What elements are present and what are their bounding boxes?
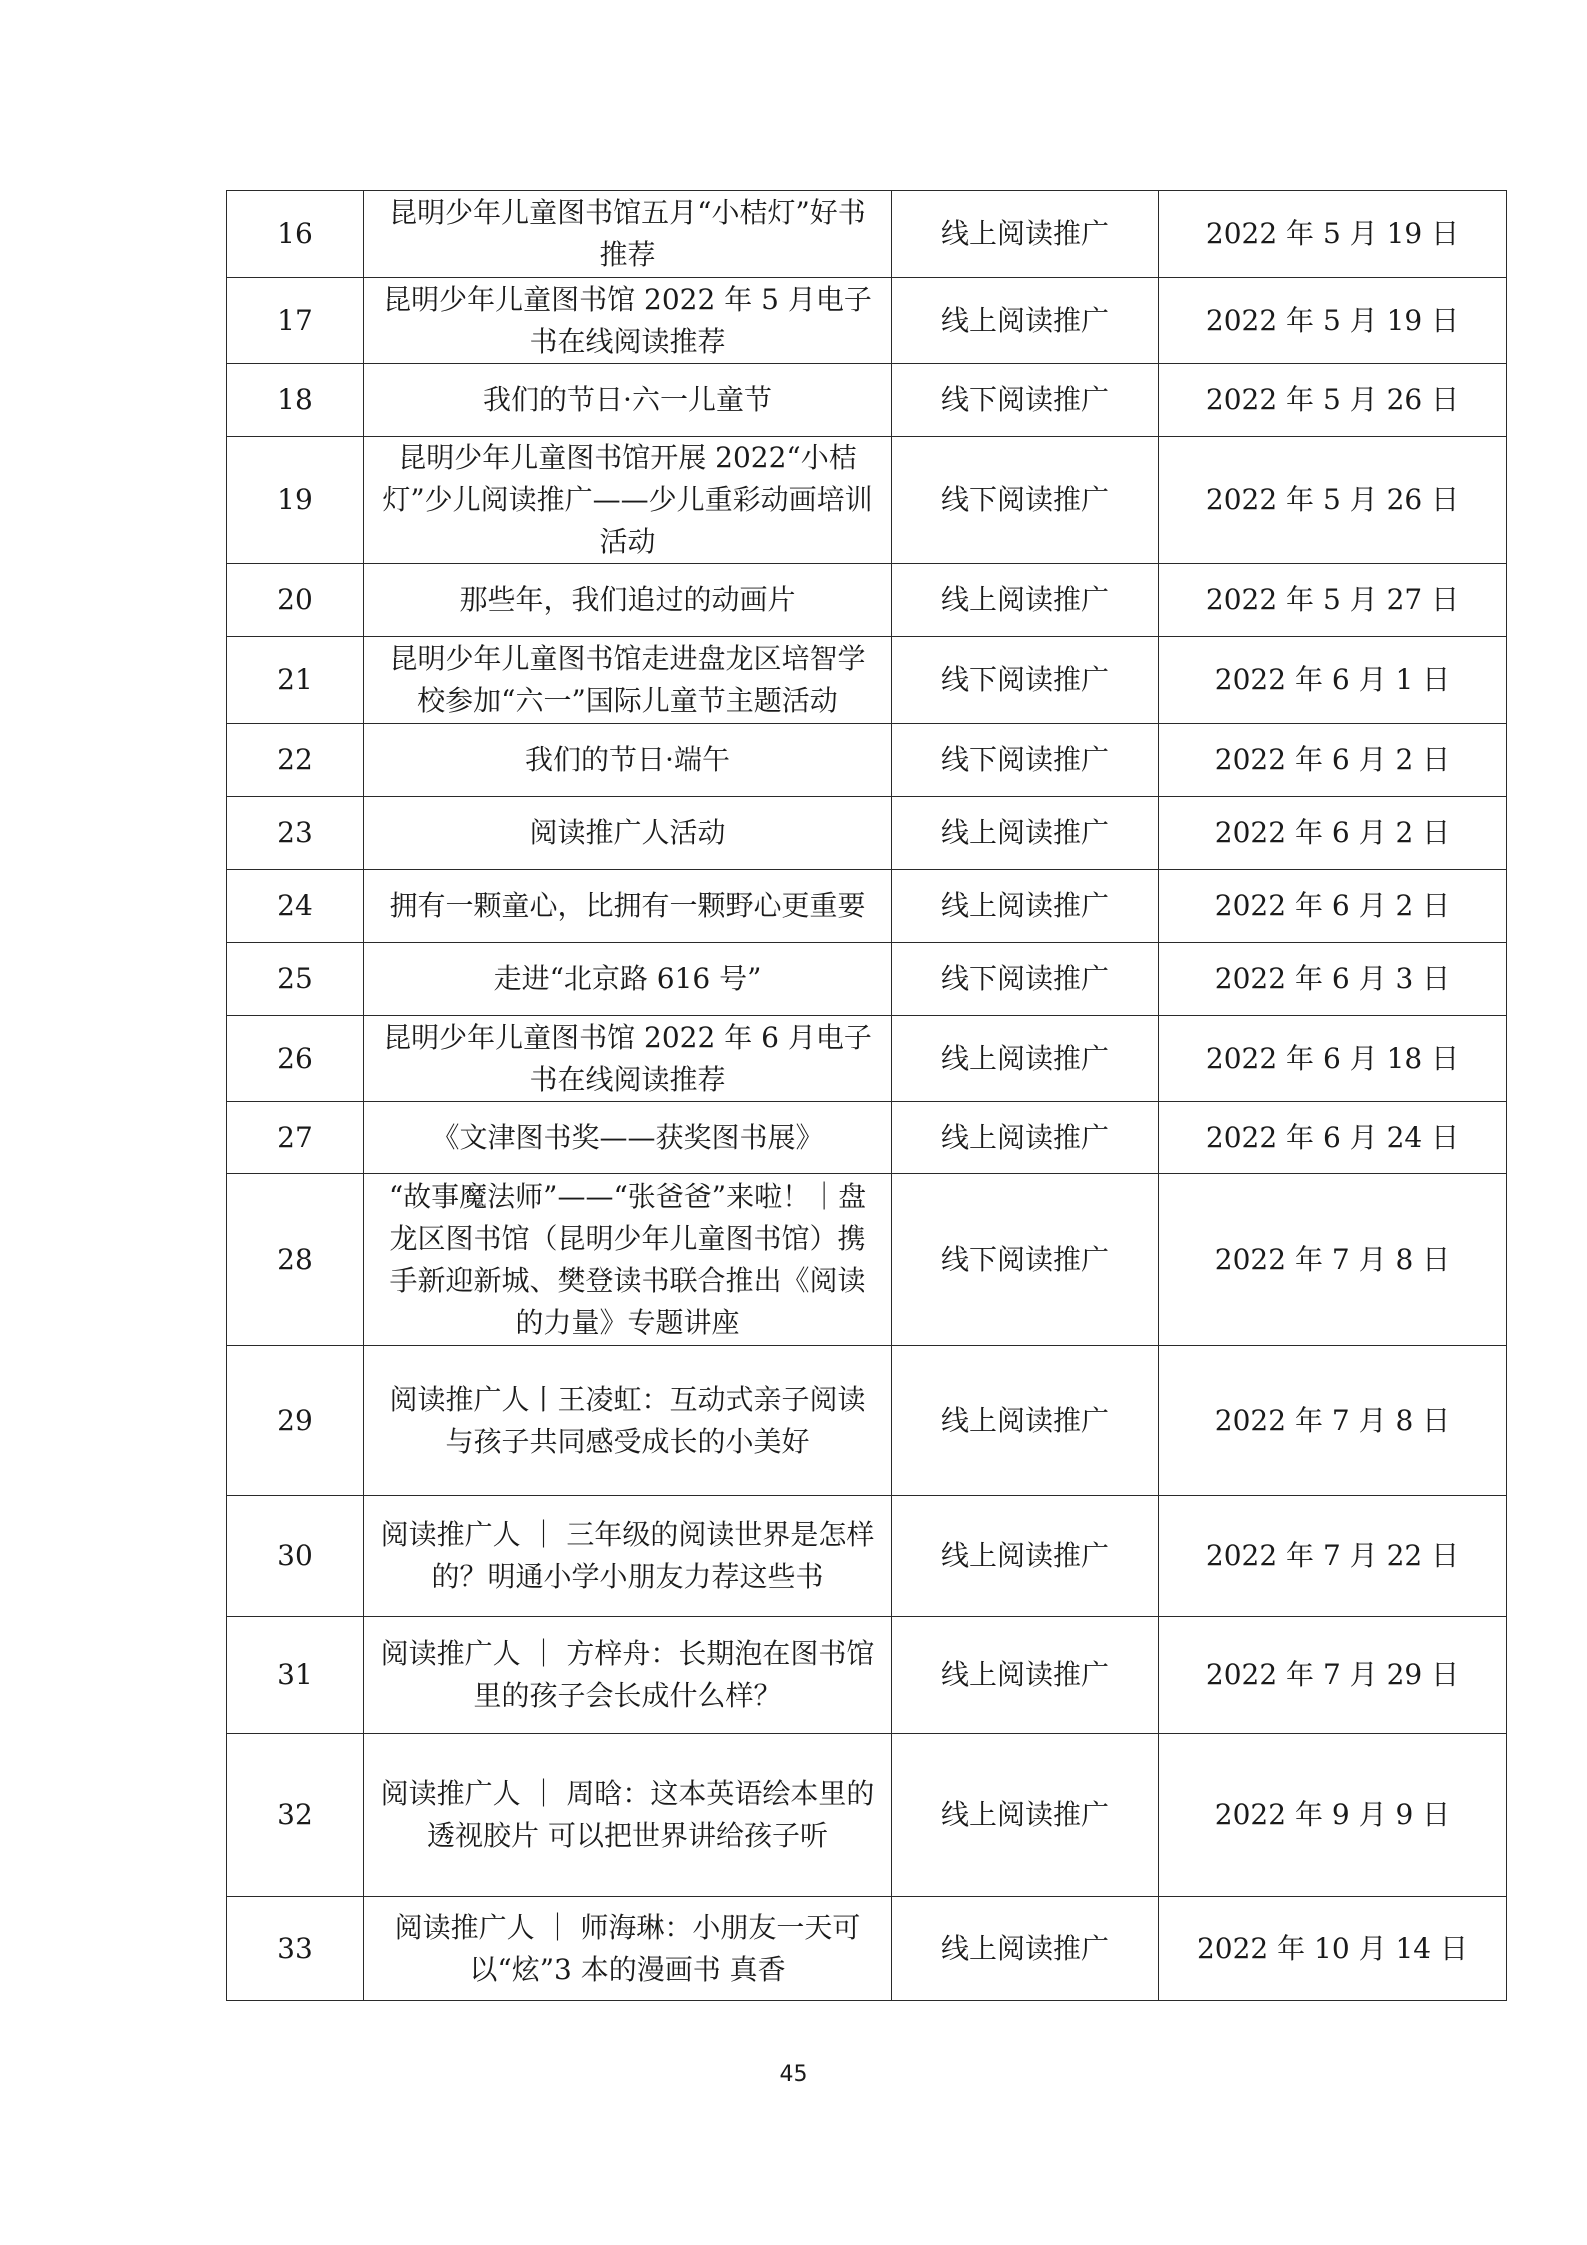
activity-type: 线上阅读推广	[892, 191, 1159, 278]
activity-date: 2022 年 5 月 26 日	[1159, 364, 1507, 437]
activity-date: 2022 年 6 月 2 日	[1159, 870, 1507, 943]
activity-date: 2022 年 7 月 8 日	[1159, 1174, 1507, 1346]
activity-title: 昆明少年儿童图书馆 2022 年 6 月电子书在线阅读推荐	[364, 1016, 892, 1102]
activity-type: 线上阅读推广	[892, 1102, 1159, 1174]
activity-title: 走进“北京路 616 号”	[364, 943, 892, 1016]
activity-date: 2022 年 6 月 24 日	[1159, 1102, 1507, 1174]
activity-type: 线上阅读推广	[892, 1496, 1159, 1617]
table-row	[227, 1617, 1507, 1734]
activity-title: 阅读推广人 ｜ 三年级的阅读世界是怎样的？明通小学小朋友力荐这些书	[364, 1496, 892, 1617]
row-number: 17	[227, 278, 364, 364]
row-number: 16	[227, 191, 364, 278]
activity-type: 线下阅读推广	[892, 1174, 1159, 1346]
activity-date: 2022 年 9 月 9 日	[1159, 1734, 1507, 1897]
table-row	[227, 1496, 1507, 1617]
table-row	[227, 943, 1507, 1016]
row-number: 30	[227, 1496, 364, 1617]
table-row	[227, 1734, 1507, 1897]
activity-title: 昆明少年儿童图书馆 2022 年 5 月电子书在线阅读推荐	[364, 278, 892, 364]
table-row	[227, 1102, 1507, 1174]
row-number: 20	[227, 564, 364, 637]
row-number: 31	[227, 1617, 364, 1734]
table-row	[227, 870, 1507, 943]
table-row	[227, 1897, 1507, 2001]
activity-type: 线下阅读推广	[892, 724, 1159, 797]
row-number: 21	[227, 637, 364, 724]
table-row	[227, 797, 1507, 870]
row-number: 19	[227, 437, 364, 564]
activity-date: 2022 年 5 月 19 日	[1159, 191, 1507, 278]
table-row	[227, 1016, 1507, 1102]
activity-date: 2022 年 5 月 26 日	[1159, 437, 1507, 564]
activity-date: 2022 年 6 月 2 日	[1159, 724, 1507, 797]
row-number: 28	[227, 1174, 364, 1346]
activity-title: 昆明少年儿童图书馆走进盘龙区培智学校参加“六一”国际儿童节主题活动	[364, 637, 892, 724]
activity-date: 2022 年 6 月 2 日	[1159, 797, 1507, 870]
activity-type: 线上阅读推广	[892, 1734, 1159, 1897]
activity-type: 线上阅读推广	[892, 1897, 1159, 2001]
activity-title: 拥有一颗童心，比拥有一颗野心更重要	[364, 870, 892, 943]
page-number: 45	[779, 2062, 808, 2087]
activity-title: 我们的节日·六一儿童节	[364, 364, 892, 437]
table-row	[227, 724, 1507, 797]
activity-title: 那些年，我们追过的动画片	[364, 564, 892, 637]
row-number: 27	[227, 1102, 364, 1174]
activity-title: 阅读推广人 ｜ 周晗：这本英语绘本里的透视胶片 可以把世界讲给孩子听	[364, 1734, 892, 1897]
table-row	[227, 1346, 1507, 1496]
activity-type: 线下阅读推广	[892, 437, 1159, 564]
row-number: 24	[227, 870, 364, 943]
activity-type: 线上阅读推广	[892, 797, 1159, 870]
activity-date: 2022 年 10 月 14 日	[1159, 1897, 1507, 2001]
activity-title: 阅读推广人 ｜ 师海琳：小朋友一天可以“炫”3 本的漫画书 真香	[364, 1897, 892, 2001]
row-number: 33	[227, 1897, 364, 2001]
activity-title: 阅读推广人活动	[364, 797, 892, 870]
activity-type: 线下阅读推广	[892, 943, 1159, 1016]
activity-title: 我们的节日·端午	[364, 724, 892, 797]
activity-title: 《文津图书奖——获奖图书展》	[364, 1102, 892, 1174]
activity-type: 线上阅读推广	[892, 564, 1159, 637]
row-number: 29	[227, 1346, 364, 1496]
row-number: 32	[227, 1734, 364, 1897]
row-number: 23	[227, 797, 364, 870]
activity-date: 2022 年 5 月 19 日	[1159, 278, 1507, 364]
activity-title: 阅读推广人 ｜ 方梓舟：长期泡在图书馆里的孩子会长成什么样？	[364, 1617, 892, 1734]
row-number: 22	[227, 724, 364, 797]
activity-type: 线上阅读推广	[892, 1016, 1159, 1102]
activity-date: 2022 年 7 月 22 日	[1159, 1496, 1507, 1617]
row-number: 25	[227, 943, 364, 1016]
activity-date: 2022 年 6 月 3 日	[1159, 943, 1507, 1016]
table-row	[227, 191, 1507, 278]
table-row	[227, 278, 1507, 364]
table-row	[227, 364, 1507, 437]
row-number: 18	[227, 364, 364, 437]
row-number: 26	[227, 1016, 364, 1102]
table-row	[227, 437, 1507, 564]
activity-title: 昆明少年儿童图书馆五月“小桔灯”好书推荐	[364, 191, 892, 278]
table-row	[227, 564, 1507, 637]
activity-date: 2022 年 7 月 8 日	[1159, 1346, 1507, 1496]
activity-title: “故事魔法师”——“张爸爸”来啦！｜盘龙区图书馆（昆明少年儿童图书馆）携手新迎新城、樊登读书联合推出《阅读的力量》专题讲座	[364, 1174, 892, 1346]
activity-date: 2022 年 6 月 18 日	[1159, 1016, 1507, 1102]
activity-type: 线上阅读推广	[892, 1346, 1159, 1496]
activity-title: 昆明少年儿童图书馆开展 2022“小桔灯”少儿阅读推广——少儿重彩动画培训活动	[364, 437, 892, 564]
activity-date: 2022 年 6 月 1 日	[1159, 637, 1507, 724]
activity-date: 2022 年 7 月 29 日	[1159, 1617, 1507, 1734]
activity-type: 线上阅读推广	[892, 278, 1159, 364]
activity-type: 线上阅读推广	[892, 870, 1159, 943]
table-row	[227, 1174, 1507, 1346]
activity-table-body	[227, 191, 1507, 2001]
activity-table	[226, 190, 1507, 2001]
activity-title: 阅读推广人丨王凌虹：互动式亲子阅读与孩子共同感受成长的小美好	[364, 1346, 892, 1496]
table-row	[227, 637, 1507, 724]
activity-type: 线上阅读推广	[892, 1617, 1159, 1734]
activity-type: 线下阅读推广	[892, 637, 1159, 724]
activity-type: 线下阅读推广	[892, 364, 1159, 437]
activity-date: 2022 年 5 月 27 日	[1159, 564, 1507, 637]
